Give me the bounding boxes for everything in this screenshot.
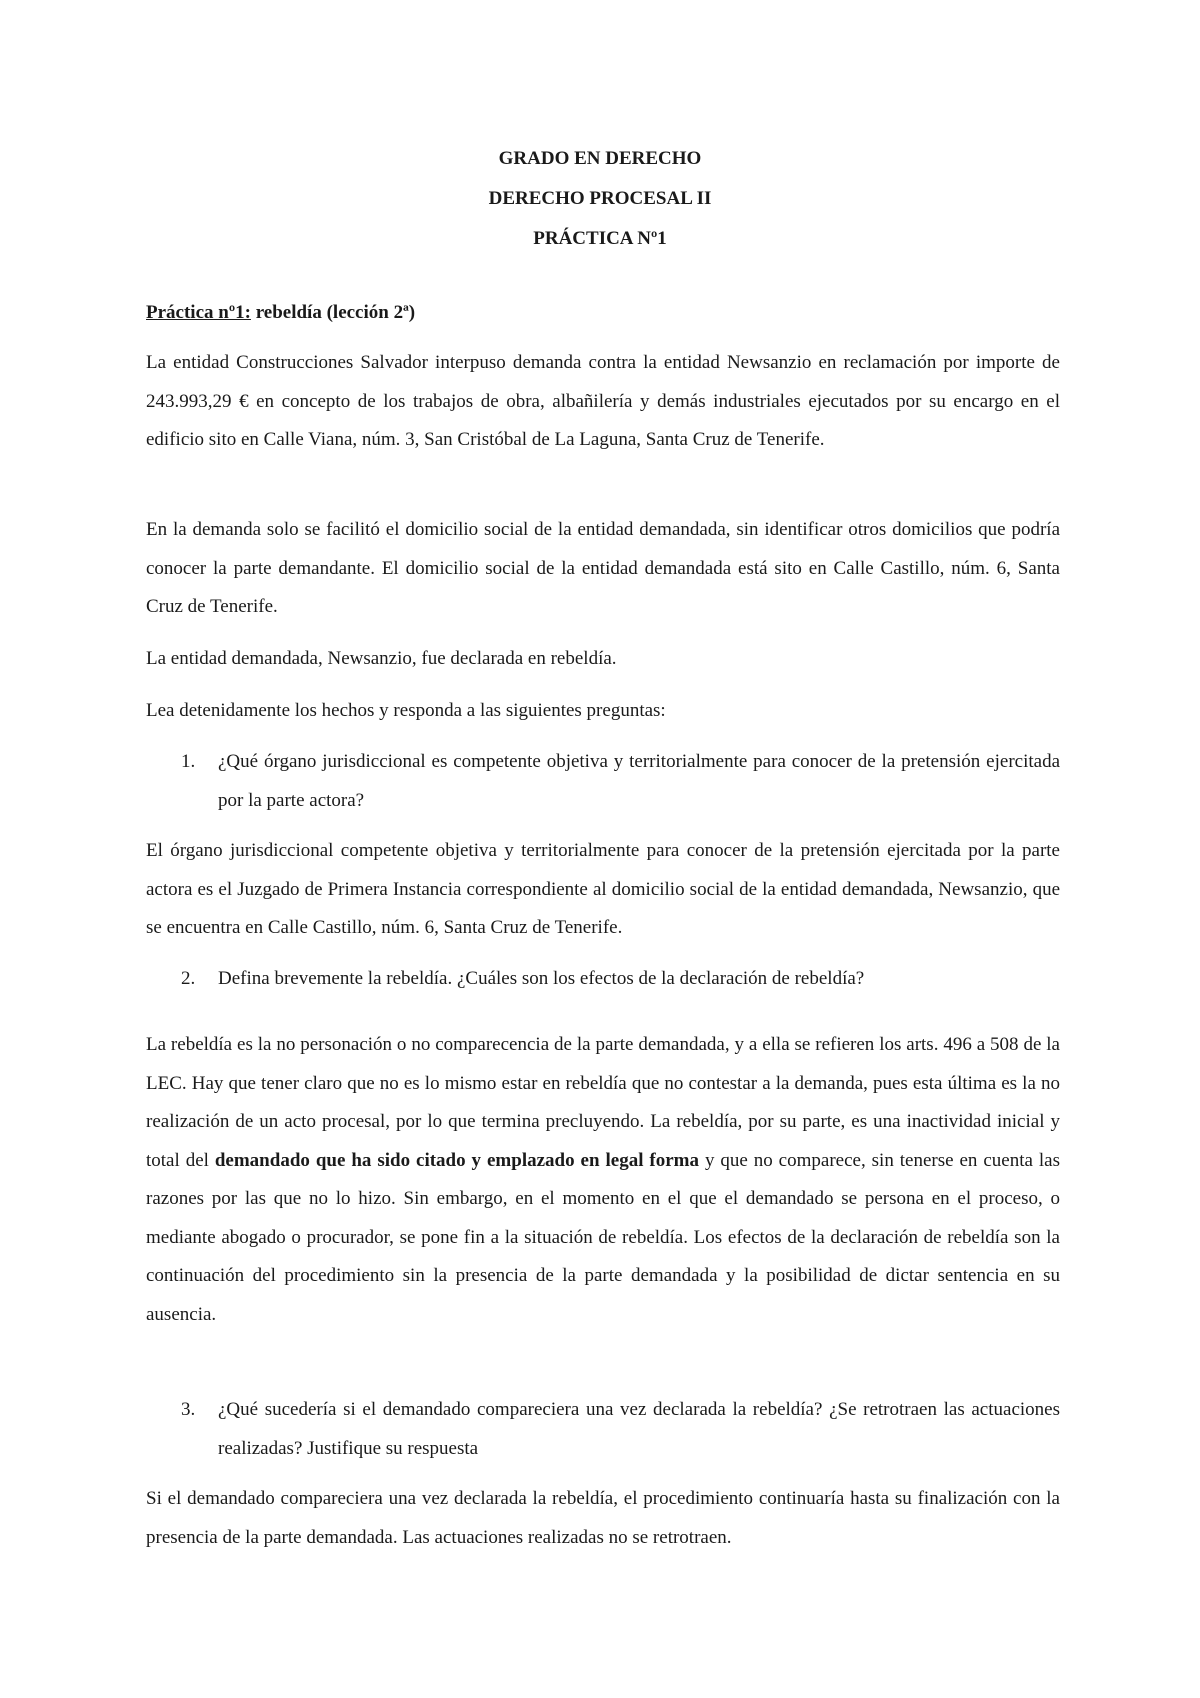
section-title-underlined: Práctica nº1: [146, 302, 251, 323]
section-title-rest: rebeldía (lección 2ª) [250, 302, 416, 323]
paragraph-domicile: En la demanda solo se facilitó el domicilio social de la entidad demandada, sin identificar otros domicilios que podría conocer la parte demandante. El domicilio social de la entidad demandada está sito en Calle Castillo, núm. 6, Santa Cruz de Tenerife. [146, 519, 1060, 617]
header-course: DERECHO PROCESAL II [488, 188, 712, 209]
header-practice: PRÁCTICA Nº1 [533, 228, 667, 249]
answer-3: Si el demandado compareciera una vez declarada la rebeldía, el procedimiento continuaría hasta su finalización con la presencia de la parte demandada. Las actuaciones realizadas no se retrotraen. [146, 1488, 1060, 1548]
answer-1: El órgano jurisdiccional competente objetiva y territorialmente para conocer de la pretensión ejercitada por la parte actora es el Juzgado de Primera Instancia correspondiente al domicilio social de la entidad demandada, Newsanzio, que se encuentra en Calle Castillo, núm. 6, Santa Cruz de Tenerife. [146, 840, 1060, 938]
question-text: Defina brevemente la rebeldía. ¿Cuáles son los efectos de la declaración de rebeldía? [218, 968, 865, 989]
question-number: 3. [181, 1399, 196, 1420]
answer-2-part2: y que no comparece, sin tenerse en cuenta las razones por las que no lo hizo. Sin embargo, en el momento en el que el demandado se persona en el proceso, o mediante abogado o procurador, se pone fin a la situación de rebeldía. Los efectos de la declaración de rebeldía son la continuación del procedimiento sin la presencia de la parte demandada y la posibilidad de dictar sentencia en su ausencia. [146, 1149, 1060, 1325]
answer-2-bold: demandado que ha sido citado y emplazado en legal forma [214, 1149, 699, 1171]
paragraph-facts: La entidad Construcciones Salvador interpuso demanda contra la entidad Newsanzio en reclamación por importe de 243.993,29 € en concepto de los trabajos de obra, albañilería y demás industriales ejecutados por su encargo en el edificio sito en Calle Viana, núm. 3, San Cristóbal de La Laguna, Santa Cruz de Tenerife. [146, 352, 1060, 450]
paragraph-rebellion: La entidad demandada, Newsanzio, fue declarada en rebeldía. [146, 648, 617, 669]
section-title [146, 302, 415, 324]
answer-2-part1: La rebeldía es la no personación o no comparecencia de la parte demandada, y a ella se refieren los arts. 496 a 508 de la LEC. Hay que tener claro que no es lo mismo estar en rebeldía que no contestar a la demanda, pues esta última es la no realización de un acto procesal, por lo que termina precluyendo. La rebeldía, por su parte, es una inactividad inicial y total del [146, 1034, 1060, 1171]
question-number: 2. [181, 968, 196, 989]
answer-2 [146, 1026, 1060, 1334]
question-number: 1. [181, 751, 196, 772]
question-text: ¿Qué sucedería si el demandado compareciera una vez declarada la rebeldía? ¿Se retrotraen las actuaciones realizadas? Justifique su respuesta [218, 1399, 1060, 1459]
header-degree: GRADO EN DERECHO [498, 148, 702, 169]
question-text: ¿Qué órgano jurisdiccional es competente objetiva y territorialmente para conocer de la pretensión ejercitada por la parte actora? [218, 751, 1060, 811]
paragraph-instructions: Lea detenidamente los hechos y responda a las siguientes preguntas: [146, 700, 666, 721]
